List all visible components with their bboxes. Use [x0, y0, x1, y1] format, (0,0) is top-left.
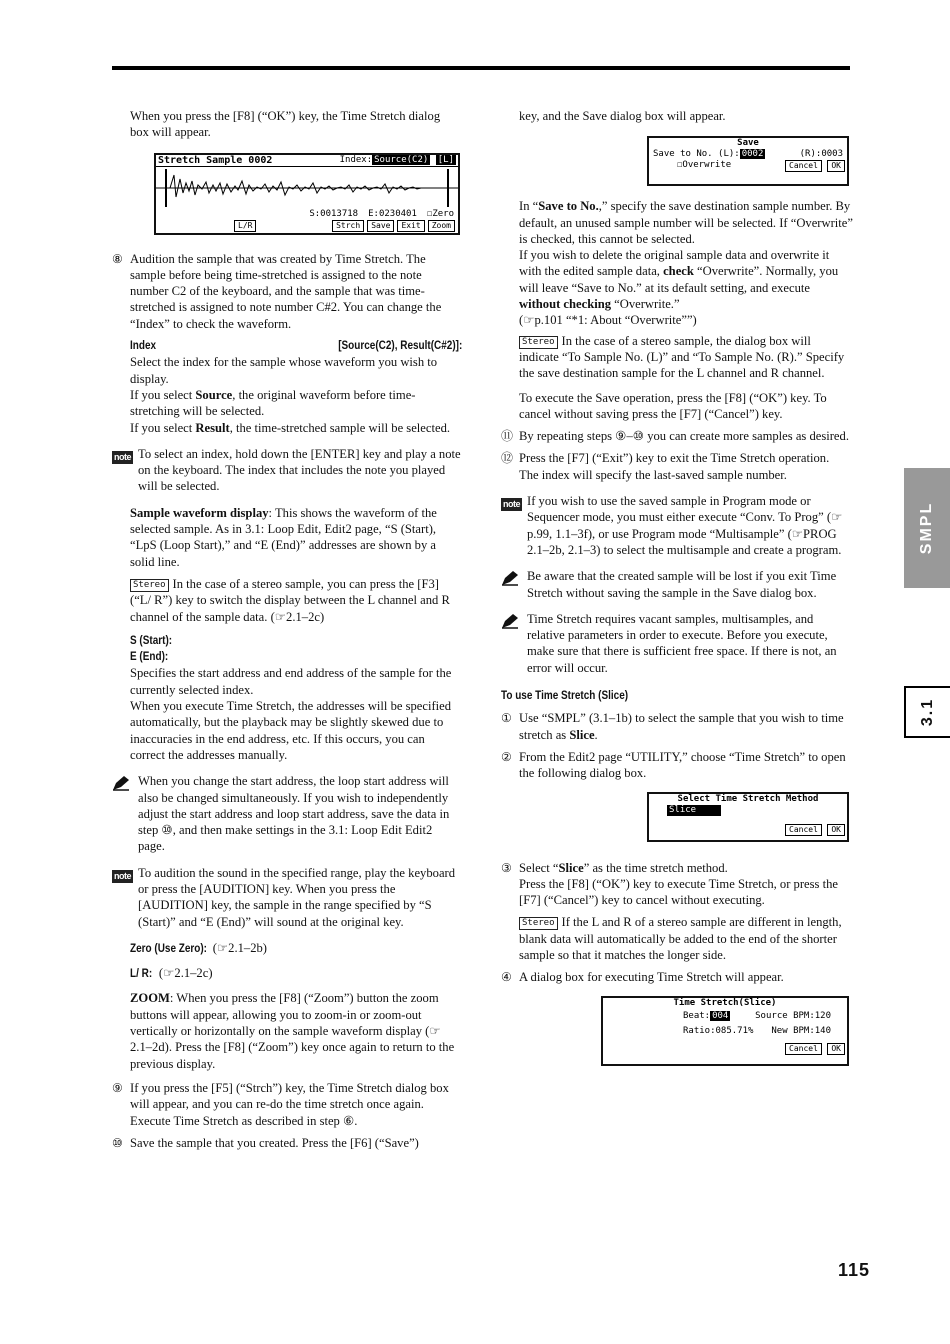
- note-text: If you wish to use the saved sample in Program mode or Sequencer mode, you must either execute “Conv. To Prog” (☞p.99, 1.1–3f), or use Program mode “Multisample” (☞PROG 2.1–2b, 2.1–3) to select the multisample and create a program.: [527, 494, 843, 557]
- lr-button[interactable]: L/R: [234, 220, 256, 232]
- start-end-desc: Specifies the start address and end address of the sample for the currently selected index.: [130, 666, 452, 697]
- save-to-value[interactable]: 0002: [741, 149, 764, 160]
- note-icon: note: [114, 870, 131, 881]
- step-12: [501, 450, 853, 483]
- step-text: By repeating steps ⑨–⑩ you can create more samples as desired.: [519, 429, 849, 444]
- note-1: [112, 446, 462, 495]
- beat-value[interactable]: 004: [712, 1010, 729, 1021]
- save-intro: key, and the Save dialog box will appear.: [519, 109, 726, 123]
- stereo-icon: Stereo: [519, 917, 558, 930]
- sample-waveform-display-desc: Sample waveform display: This shows the waveform of the selected sample. As in 3.1: Loop Edit, Edit2 page, “S (Start), “LpS (Loop Start),” and “E (End)” addresses are shown by a solid line.: [130, 505, 437, 569]
- zoom-button[interactable]: Zoom: [428, 220, 455, 232]
- cancel-button[interactable]: Cancel: [785, 160, 822, 172]
- stereo-note-3: Stereo If the L and R of a stereo sample are different in length, blank data will automatically be added to the end of the shorter sample so that it matches the longer side.: [519, 915, 842, 962]
- warning-text: Be aware that the created sample will be lost if you exit Time Stretch without saving the sample in the Save dialog box.: [527, 569, 837, 600]
- index-options: [Source(C2), Result(C#2)]:: [337, 339, 462, 353]
- index-label: Index:: [339, 154, 373, 165]
- slice-step-1: [501, 710, 853, 743]
- note-icon: note: [114, 451, 131, 462]
- warning-pencil-icon: [501, 568, 527, 601]
- index-section: [112, 338, 462, 436]
- time-stretch-slice-title: Time Stretch(Slice): [673, 997, 777, 1008]
- page-number: 115: [837, 1260, 870, 1280]
- ok-button[interactable]: OK: [827, 824, 845, 836]
- lr-param: L/ R: (☞2.1–2c): [130, 966, 213, 981]
- step-number: ④: [501, 970, 512, 985]
- index-result-desc: If you select Result, the time-stretched sample will be selected.: [130, 420, 451, 435]
- section-tab-smpl: SMPL: [904, 468, 950, 588]
- start-heading: S (Start):: [130, 633, 173, 647]
- note-3: [501, 493, 853, 558]
- save-to-label: Save to No. (L):: [653, 149, 740, 160]
- stereo-icon: Stereo: [130, 579, 169, 592]
- step-text: If you press the [F5] (“Strch”) key, the Time Stretch dialog box will appear, and you can re-do the time stretch once again. Execute Time Stretch as described in step ⑥.: [130, 1080, 449, 1128]
- right-column: [501, 108, 853, 1066]
- start-address[interactable]: S:0013718: [309, 208, 359, 219]
- save-execute-desc: To execute the Save operation, press the [F8] (“OK”) key. To cancel without saving press the [F7] (“Cancel”) key.: [519, 390, 827, 421]
- ok-button[interactable]: OK: [827, 1043, 845, 1055]
- zero-checkbox[interactable]: ☐Zero: [426, 208, 454, 219]
- intro-text: When you press the [F8] (“OK”) key, the Time Stretch dialog box will appear.: [130, 109, 441, 140]
- section-tab-number: 3.1: [904, 686, 950, 738]
- new-bpm[interactable]: New BPM:140: [771, 1025, 831, 1036]
- step-text: Select “Slice” as the time stretch method. Press the [F8] (“OK”) key to execute Time Stretch, or press the [F7] (“Cancel”) key to cancel without executing. Stereo If the L and R of a stereo sample are different in length, blank data will automatically be added to the end of the shorter sample so that it matches the longer side.: [519, 860, 853, 964]
- end-address[interactable]: E:0230401: [368, 208, 417, 219]
- index-desc: Select the index for the sample whose waveform you wish to display.: [130, 355, 438, 386]
- left-column: [112, 108, 462, 1157]
- header-rule: [112, 66, 850, 70]
- note-2: [112, 865, 462, 930]
- note-text: To audition the sound in the specified range, play the keyboard or press the [AUDITION] key. When you press the [AUDITION] key, the sample in the range specified by “S (Start)” and “E (End)” will sound at the original key.: [138, 865, 456, 929]
- slice-step-3: [501, 860, 853, 964]
- start-end-desc-2: When you execute Time Stretch, the addresses will be specified automatically, but the playback may be slightly skewed due to inaccuracies in the end address, etc. If this occurs, you can correct the addresses manually.: [130, 699, 452, 762]
- channel-indicator: [L]: [437, 154, 454, 165]
- lcd-title: Stretch Sample 0002: [158, 154, 273, 166]
- step-text: Use “SMPL” (3.1–1b) to select the sample that you wish to time stretch as Slice.: [519, 711, 844, 742]
- strch-button[interactable]: Strch: [332, 220, 364, 232]
- step-10: [112, 1135, 462, 1151]
- save-to-r: (R):0003: [799, 149, 843, 160]
- step-text: From the Edit2 page “UTILITY,” choose “Time Stretch” to open the following dialog box.: [519, 749, 846, 781]
- select-method-title: Select Time Stretch Method: [677, 793, 819, 804]
- step-number: ③: [501, 860, 512, 875]
- warning-1: [112, 773, 462, 854]
- stereo-note-1: Stereo In the case of a stereo sample, you can press the [F3] (“L/ R”) key to switch the display between the L channel and R channel of the sample data. (☞2.1–2c): [130, 576, 450, 624]
- note-text: To select an index, hold down the [ENTER] key and play a note on the keyboard. The index that includes the note you played will be selected.: [138, 446, 461, 494]
- save-dialog-lcd: [647, 136, 849, 186]
- slice-step-4: [501, 969, 853, 985]
- step-number: ⑩: [112, 1135, 123, 1150]
- ratio-value[interactable]: Ratio:085.71%: [683, 1025, 754, 1036]
- step-number: ⑪: [501, 429, 514, 444]
- time-stretch-slice-lcd: [601, 996, 849, 1066]
- waveform-display: [156, 167, 458, 209]
- step-text: Audition the sample that was created by Time Stretch. The sample before being time-stretched is assigned to the note number C2 of the keyboard, and the sample that was time-stretched is assigned to note number C#2. You can change the “Index” to check the waveform.: [130, 251, 442, 331]
- step-text: Save the sample that you created. Press the [F6] (“Save”): [130, 1135, 419, 1150]
- step-8: [112, 251, 462, 332]
- stereo-note-2: Stereo In the case of a stereo sample, the dialog box will indicate “To Sample No. (L)” and “To Sample No. (R).” Specify the save destination sample for the L channel and R channel.: [519, 333, 845, 381]
- warning-3: [501, 611, 853, 676]
- end-heading: E (End):: [130, 650, 169, 664]
- step-number: ②: [501, 749, 512, 764]
- zoom-desc: ZOOM: When you press the [F8] (“Zoom”) button the zoom buttons will appear, allowing you to zoom-in or zoom-out vertically or horizontally on the sample waveform display (☞2.1–2d). Press the [F8] (“Zoom”) key once again to return to the previous display.: [130, 991, 455, 1071]
- note-icon: note: [503, 499, 520, 510]
- step-number: ⑨: [112, 1080, 123, 1095]
- overwrite-checkbox[interactable]: ☐Overwrite: [677, 160, 732, 171]
- save-desc: In “Save to No.,” specify the save destination sample number. By default, an unused sample number will be selected. If “Overwrite” is checked, this cannot be selected. If you wish to delete the original sample data and overwrite it with the edited sample data, check “Overwrite”. Normally, you will leave “Save to No.” at its default setting, and execute without checking “Overwrite.” (☞p.101 “*1: About “Overwrite””) Stereo In the case of a stereo sample, the dialog box will indicate “To Sample No. (L)” and “To Sample No. (R).” Specify the save destination sample for the L channel and R channel. To execute the Save operation, press the [F8] (“OK”) key. To cancel without saving press the [F7] (“Cancel”) key.: [519, 199, 853, 421]
- zero-param: Zero (Use Zero): (☞2.1–2b): [130, 940, 268, 955]
- step-number: ⑫: [501, 451, 514, 466]
- warning-pencil-icon: [501, 611, 527, 676]
- cancel-button[interactable]: Cancel: [785, 1043, 822, 1055]
- warning-text: When you change the start address, the loop start address will also be changed simultaneously. If you wish to independently adjust the start address and loop start address, save the data in step ⑩, and then make settings in the 3.1: Loop Edit Edit2 page.: [138, 774, 450, 854]
- stereo-icon: Stereo: [519, 336, 558, 349]
- step-number: ①: [501, 711, 512, 726]
- stretch-sample-lcd: [154, 153, 460, 235]
- slice-step-2: [501, 749, 853, 782]
- warning-2: [501, 568, 853, 601]
- start-end-section: [112, 633, 462, 763]
- index-source-desc: If you select Source, the original waveform before time-stretching will be selected.: [130, 387, 416, 419]
- step-9: [112, 1080, 462, 1129]
- cancel-button[interactable]: Cancel: [785, 824, 822, 836]
- method-value[interactable]: Slice: [667, 805, 721, 816]
- slice-heading: To use Time Stretch (Slice): [501, 689, 629, 703]
- save-button[interactable]: Save: [367, 220, 394, 232]
- step-11: [501, 428, 853, 444]
- save-dialog-title: Save: [737, 138, 759, 149]
- beat-label: Beat:: [683, 1010, 711, 1021]
- index-value[interactable]: Source(C2): [374, 154, 429, 165]
- index-heading: Index: [130, 339, 157, 353]
- step-text: Press the [F7] (“Exit”) key to exit the Time Stretch operation.: [519, 451, 830, 466]
- warning-pencil-icon: [112, 773, 138, 854]
- exit-button[interactable]: Exit: [397, 220, 424, 232]
- warning-text: Time Stretch requires vacant samples, multisamples, and relative parameters in order to execute. Before you execute, make sure that there is sufficient free space. If there is not, an error will occur.: [527, 611, 837, 675]
- select-method-lcd: [647, 792, 849, 842]
- source-bpm: Source BPM:120: [755, 1010, 831, 1021]
- step-number: ⑧: [112, 251, 123, 266]
- step-text: A dialog box for executing Time Stretch will appear.: [519, 970, 784, 985]
- ok-button[interactable]: OK: [827, 160, 845, 172]
- step-text-2: The index will specify the last-saved sample number.: [519, 467, 787, 482]
